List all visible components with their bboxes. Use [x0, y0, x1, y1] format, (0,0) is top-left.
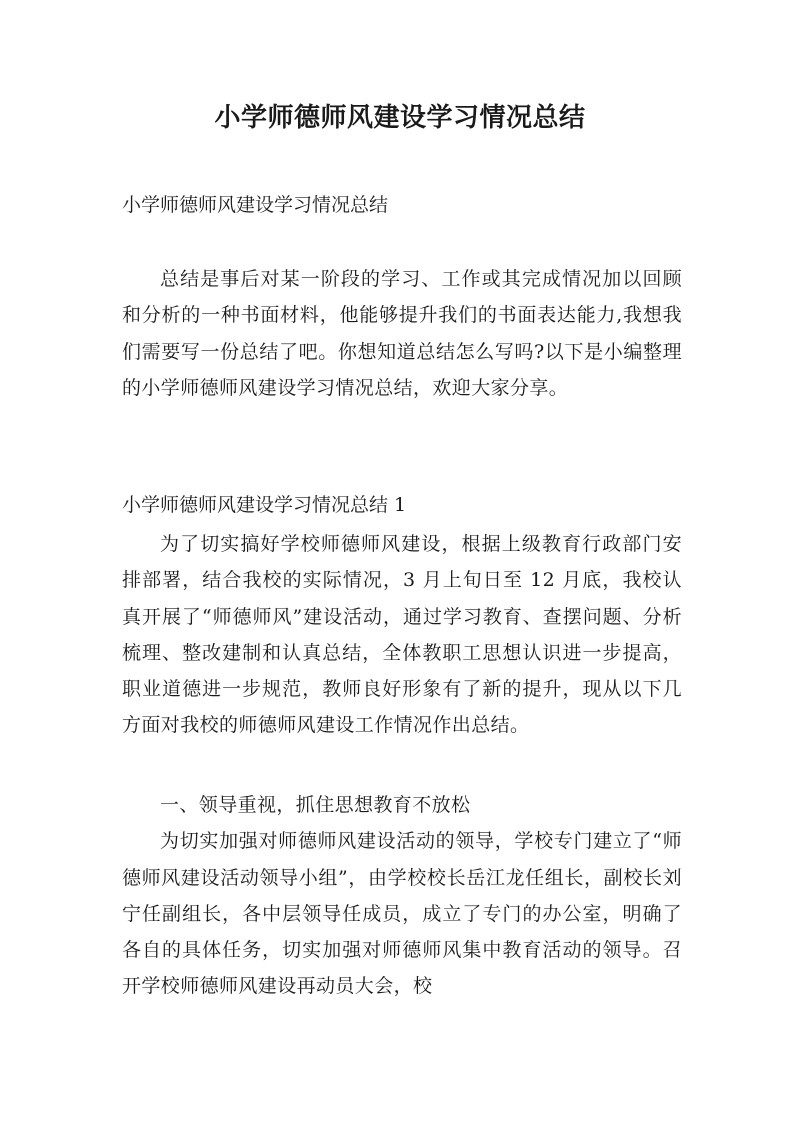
- intro-paragraph: 总结是事后对某一阶段的学习、工作或其完成情况加以回顾和分析的一种书面材料，他能够提升我们的书面表达能力,我想我们需要写一份总结了吧。你想知道总结怎么写吗?以下是小编整理的小学师德师风建设学习情况总结，欢迎大家分享。: [122, 268, 682, 399]
- paragraph-2: [122, 794, 682, 1005]
- section-heading: 小学师德师风建设学习情况总结 1: [122, 494, 407, 516]
- paragraph-2-text: 为切实加强对师德师风建设活动的领导，学校专门建立了“师德师风建设活动领导小组”，由学校校长岳江龙任组长，副校长刘宁任副组长，各中层领导任成员，成立了专门的办公室，明确了各自的具体任务，切实加强对师德师风集中教育活动的领导。召开学校师德师风建设再动员大会，校: [122, 830, 682, 998]
- document-subtitle: 小学师德师风建设学习情况总结: [122, 194, 389, 216]
- paragraph-1: 为了切实搞好学校师德师风建设，根据上级教育行政部门安排部署，结合我校的实际情况，3 月上旬日至 12 月底，我校认真开展了“师德师风”建设活动，通过学习教育、查摆问题、分析梳理、整改建制和认真总结，全体教职工思想认识进一步提高，职业道德进一步规范，教师良好形象有了新的提升，现从以下几方面对我校的师德师风建设工作情况作出总结。: [122, 533, 682, 737]
- subheading-1: 一、领导重视，抓住思想教育不放松: [160, 794, 471, 816]
- document-title: 小学师德师风建设学习情况总结: [214, 103, 586, 133]
